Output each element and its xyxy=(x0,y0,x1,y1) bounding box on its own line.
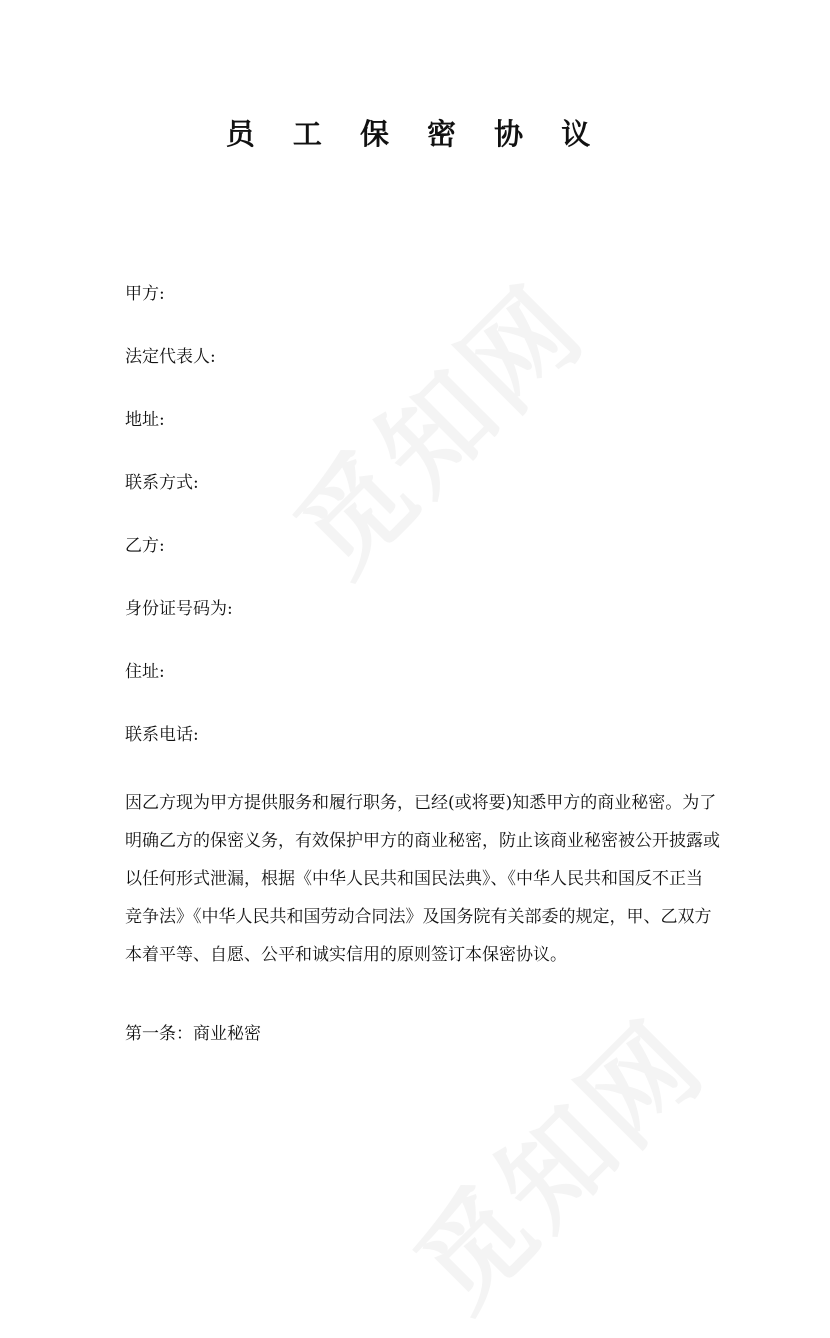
watermark-bottom xyxy=(375,980,733,1338)
paragraph-line: 竞争法》《中华人民共和国劳动合同法》及国务院有关部委的规定，甲、乙双方 xyxy=(125,907,712,927)
legal-representative-field: 法定代表人: xyxy=(125,347,216,367)
clause-heading: 第一条：商业秘密 xyxy=(125,1024,261,1044)
paragraph-line: 明确乙方的保密义务，有效保护甲方的商业秘密，防止该商业秘密被公开披露或 xyxy=(125,831,720,851)
paragraph-line: 以任何形式泄漏，根据《中华人民共和国民法典》、《中华人民共和国反不正当 xyxy=(125,869,703,889)
id-number-field: 身份证号码为: xyxy=(125,599,233,619)
contact-method-field: 联系方式: xyxy=(125,473,199,493)
address-field: 地址: xyxy=(125,410,165,430)
preamble-paragraph xyxy=(125,784,720,974)
paragraph-line: 本着平等、自愿、公平和诚实信用的原则签订本保密协议。 xyxy=(125,945,567,965)
contact-phone-field: 联系电话: xyxy=(125,725,199,745)
party-b-field: 乙方: xyxy=(125,536,165,556)
party-a-field: 甲方: xyxy=(125,284,165,304)
paragraph-line: 因乙方现为甲方提供服务和履行职务，已经(或将要)知悉甲方的商业秘密。为了 xyxy=(125,793,717,813)
document-title: 员 工 保 密 协 议 xyxy=(225,117,605,151)
residence-field: 住址: xyxy=(125,662,165,682)
watermark xyxy=(255,245,613,603)
